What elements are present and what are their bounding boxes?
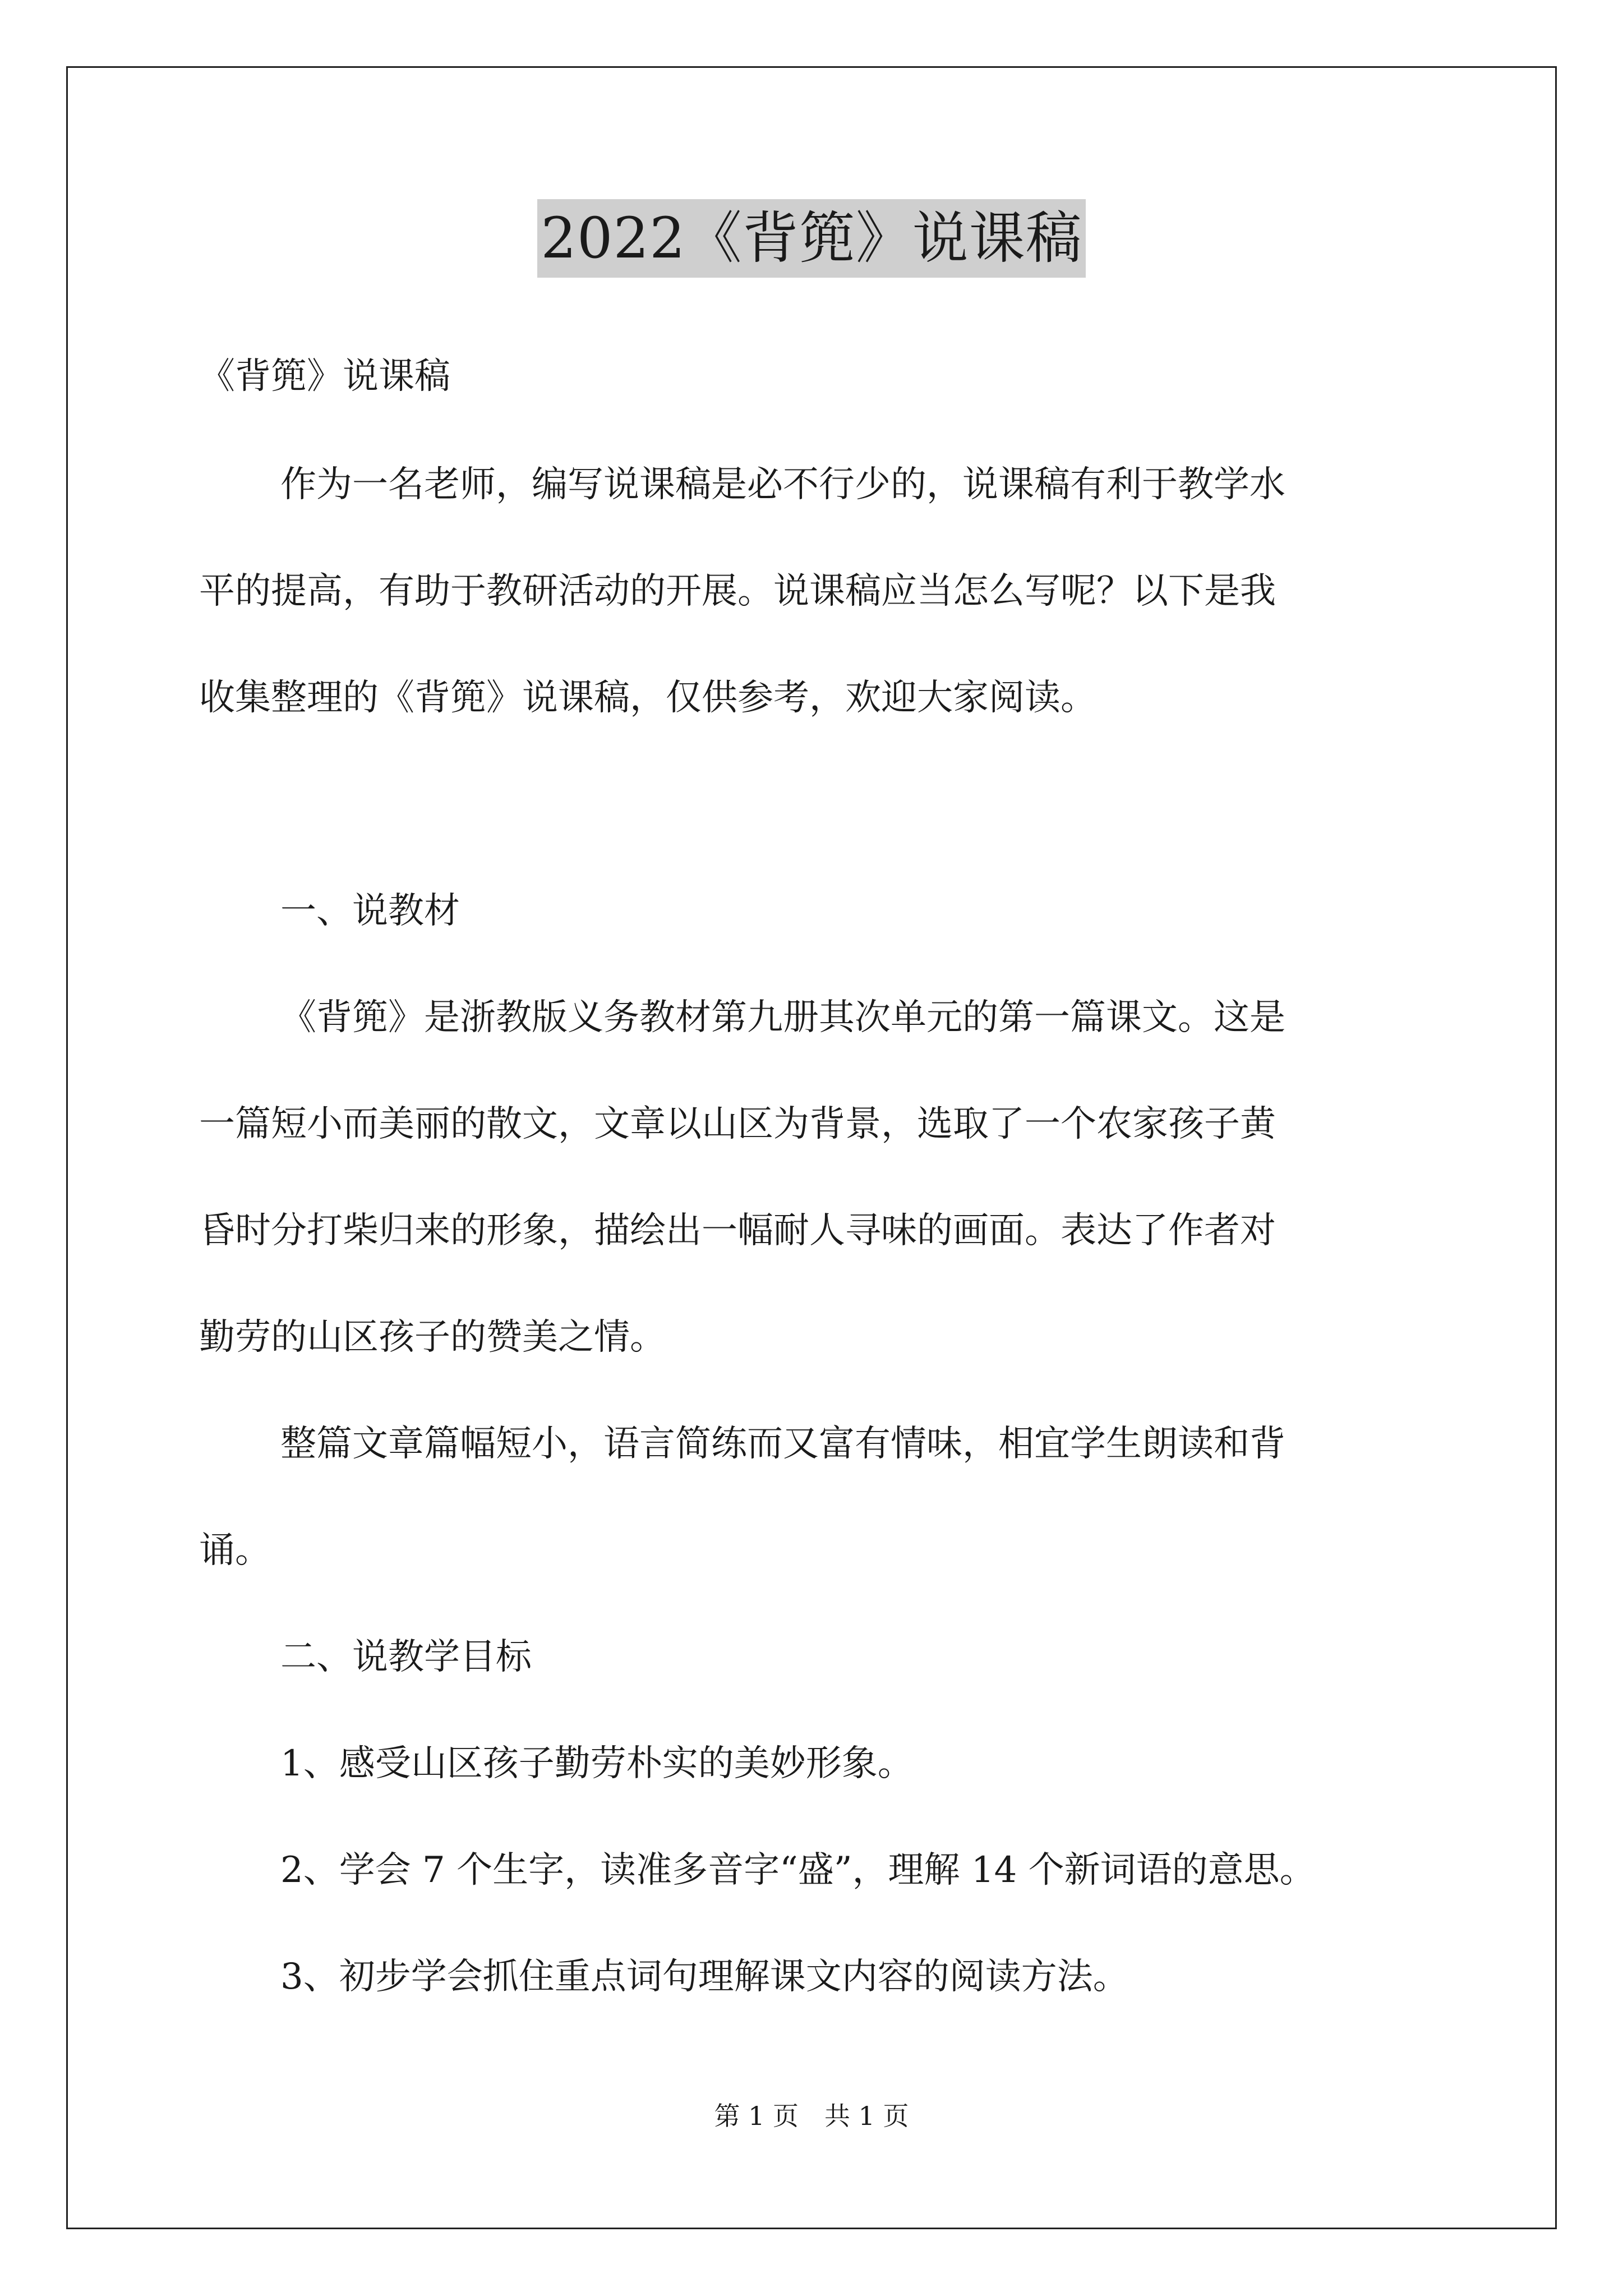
goal-item-2: 2、学会 7 个生字，读准多音字“盛”，理解 14 个新词语的意思。: [280, 1849, 1316, 1891]
material-paragraph-line-2: 一篇短小而美丽的散文，文章以山区为背景，选取了一个农家孩子黄: [199, 1103, 1276, 1145]
section-heading-teaching-material: 一、说教材: [280, 890, 460, 932]
title-container: [0, 199, 1623, 278]
goal-item-1: 1、感受山区孩子勤劳朴实的美妙形象。: [280, 1743, 914, 1784]
material-paragraph-line-1: 《背篼》是浙教版义务教材第九册其次单元的第一篇课文。这是: [280, 997, 1285, 1038]
material-paragraph-line-3: 昏时分打柴归来的形象，描绘出一幅耐人寻味的画面。表达了作者对: [199, 1210, 1276, 1251]
intro-line-2: 平的提高，有助于教研活动的开展。说课稿应当怎么写呢？以下是我: [199, 570, 1276, 612]
goal-item-3: 3、初步学会抓住重点词句理解课文内容的阅读方法。: [280, 1956, 1129, 1998]
material-paragraph2-line-2: 诵。: [199, 1530, 271, 1571]
page-footer: 第 1 页 共 1 页: [714, 2101, 909, 2131]
intro-line-1: 作为一名老师，编写说课稿是必不行少的，说课稿有利于教学水: [280, 464, 1285, 505]
intro-line-3: 收集整理的《背篼》说课稿，仅供参考，欢迎大家阅读。: [199, 677, 1096, 719]
doc-subtitle: 《背篼》说课稿: [199, 356, 450, 397]
page-title: 2022《背篼》说课稿: [537, 199, 1086, 278]
material-paragraph-line-4: 勤劳的山区孩子的赞美之情。: [199, 1317, 666, 1358]
material-paragraph2-line-1: 整篇文章篇幅短小，语言简练而又富有情味，相宜学生朗读和背: [280, 1423, 1285, 1465]
section-heading-teaching-goals: 二、说教学目标: [280, 1636, 532, 1678]
